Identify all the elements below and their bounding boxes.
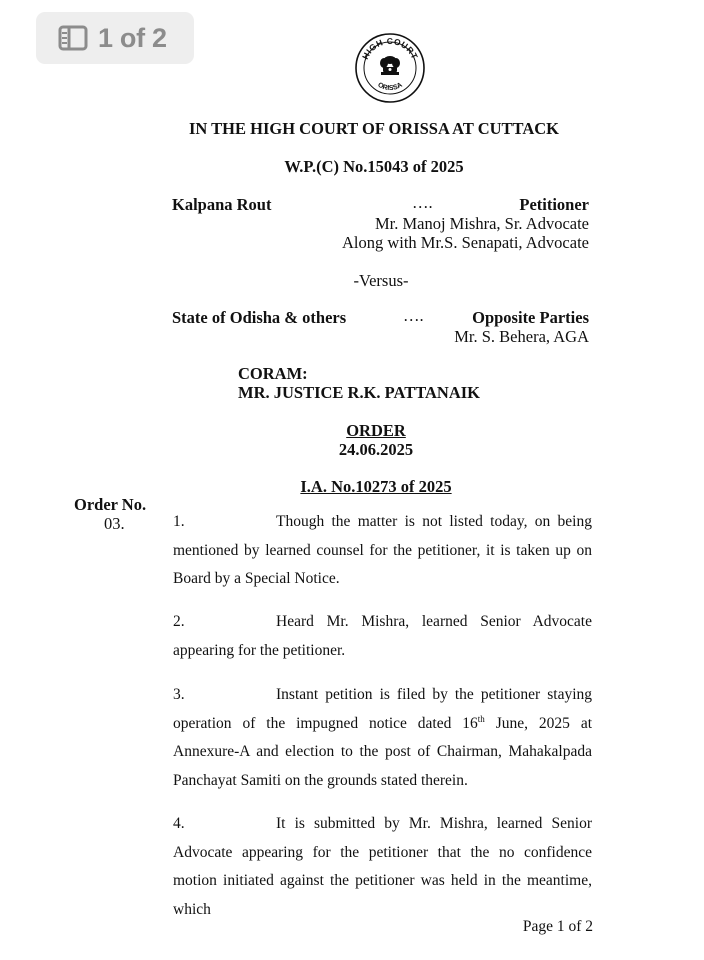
paragraph-1: 1. Though the matter is not listed today, on being mentioned by learned counsel for the petitioner, it is taken up on Board by a Special Notice. — [173, 508, 592, 594]
paragraph-4: 4. It is submitted by Mr. Mishra, learned Senior Advocate appearing for the petitioner that the no confidence motion initiated against the petitioner was held in the meantime, which — [173, 810, 592, 924]
respondent-name: State of Odisha & others — [172, 308, 347, 327]
lion-capital-emblem-icon — [380, 56, 400, 75]
seal-top-text: HIGH COURT — [359, 35, 421, 61]
court-title: IN THE HIGH COURT OF ORISSA AT CUTTACK — [189, 119, 559, 138]
petitioner-dots: …. — [412, 193, 433, 212]
order-date: 24.06.2025 — [338, 440, 414, 459]
paragraph-number: 1. — [173, 513, 185, 530]
respondent-dots: …. — [403, 306, 424, 325]
seal-bottom-text: ORISSA — [376, 81, 404, 93]
paragraph-number: 3. — [173, 686, 185, 703]
petitioner-role: Petitioner — [519, 195, 589, 214]
page-counter-text: 1 of 2 — [98, 22, 167, 53]
paragraph-3: 3. Instant petition is filed by the petitioner staying operation of the impugned notice dated 16th June, 2025 at Annexure-A and election to the post of Chairman, Mahakalpada Panchayat Samiti on the grounds stated therein. — [173, 681, 592, 795]
case-number: W.P.(C) No.15043 of 2025 — [284, 157, 464, 176]
order-title: ORDER — [346, 421, 406, 440]
document-pages-icon — [58, 25, 88, 51]
versus-label: -Versus- — [353, 271, 409, 290]
svg-text:ORISSA — [376, 82, 403, 92]
paragraph-number: 4. — [173, 815, 185, 832]
petitioner-name: Kalpana Rout — [172, 195, 272, 214]
coram-label: CORAM: — [238, 364, 308, 383]
ia-number: I.A. No.10273 of 2025 — [300, 477, 452, 496]
petitioner-counsel-2: Along with Mr.S. Senapati, Advocate — [341, 233, 589, 252]
respondent-role: Opposite Parties — [472, 308, 589, 327]
page-footer: Page 1 of 2 — [522, 918, 593, 935]
order-no-value: 03. — [104, 514, 125, 533]
order-no-label: Order No. — [74, 495, 147, 514]
page-counter-badge — [36, 12, 194, 64]
coram-judge: MR. JUSTICE R.K. PATTANAIK — [238, 383, 481, 402]
high-court-seal-icon — [354, 32, 426, 104]
respondent-counsel: Mr. S. Behera, AGA — [454, 327, 589, 346]
petitioner-counsel-1: Mr. Manoj Mishra, Sr. Advocate — [374, 214, 589, 233]
paragraph-number: 2. — [173, 613, 185, 630]
paragraph-2: 2. Heard Mr. Mishra, learned Senior Advocate appearing for the petitioner. — [173, 608, 592, 665]
